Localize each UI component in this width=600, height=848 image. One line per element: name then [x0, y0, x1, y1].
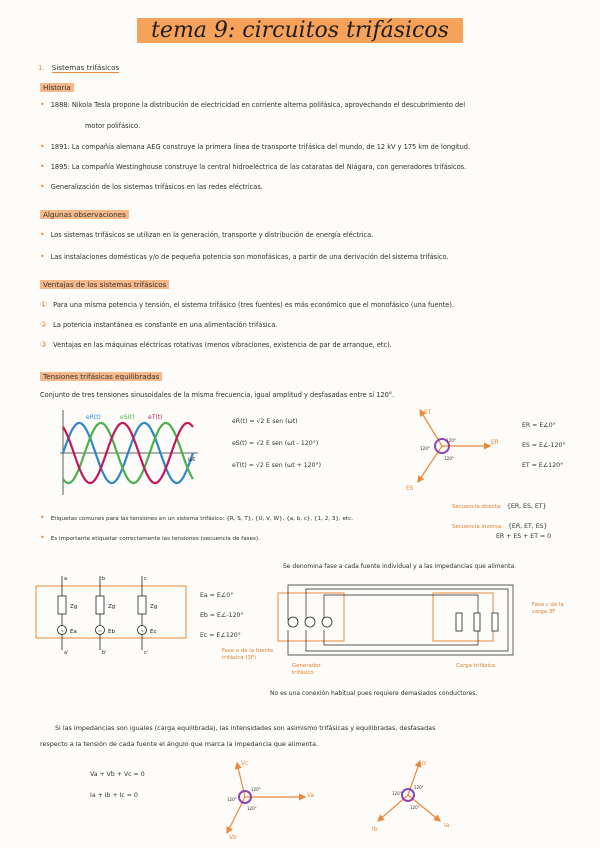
voltage-phasor-diagram — [215, 755, 325, 845]
angle-label: 120° — [446, 438, 457, 443]
load-box — [433, 593, 493, 641]
sine-waves-diagram — [58, 405, 208, 500]
svg-text:Ea: Ea — [70, 629, 77, 635]
secuencia-directa: Secuencia directa: {ER, ES, ET} — [452, 503, 547, 510]
load-impedance — [456, 613, 462, 631]
source-c — [138, 576, 158, 656]
caption-top: Se denomina fase a cada fuente individual y a las impedancias que alimenta. — [283, 563, 517, 570]
observaciones-header: Algunas observaciones — [40, 210, 129, 219]
source-eq-b: Eb = E∠-120° — [200, 612, 244, 619]
load-impedance — [492, 613, 498, 631]
observacion-item: • Las instalaciones domésticas y/o de pequeña potencia son monofásicas, a partir de una derivación del sistema trifásico. — [40, 252, 449, 261]
historia-item: • 1891: La compañía alemana AEG construye la primera línea de transporte trifásica del mundo, de 12 kV y 175 km de longitud. — [40, 142, 471, 151]
svg-text:b': b' — [102, 650, 107, 656]
phasor-eq-es: ES = E∠-120° — [522, 442, 566, 449]
eq-i-sum: Ia + Ib + Ic = 0 — [90, 792, 138, 799]
svg-text:120°: 120° — [392, 791, 402, 796]
section-heading: 1. Sistemas trifásicos — [38, 63, 120, 72]
svg-text:Ib: Ib — [372, 827, 378, 833]
svg-text:120°: 120° — [414, 785, 424, 790]
svg-text:Ic: Ic — [422, 761, 427, 767]
observacion-item: • Los sistemas trifásicos se utilizan en la generación, transporte y distribución de energía eléctrica. — [40, 230, 374, 239]
svg-text:c': c' — [144, 650, 149, 656]
svg-text:Ec: Ec — [150, 629, 157, 635]
svg-text:b: b — [102, 576, 106, 582]
svg-text:120°: 120° — [247, 806, 257, 811]
svg-text:Vc: Vc — [241, 761, 249, 767]
svg-text:~: ~ — [98, 629, 103, 635]
importante-bullet: • Es importante etiquetar correctamente las tensiones (secuencia de fases). — [40, 533, 260, 542]
generador-label: Generador trifásico — [292, 663, 321, 676]
svg-text:Eb: Eb — [108, 629, 115, 635]
historia-item: • 1895: La compañía Westinghouse construye la central hidroeléctrica de las cataratas del Niágara, con generadores trifásicos. — [40, 162, 467, 171]
angle-label: 120° — [420, 446, 431, 451]
label-wt: ωt — [188, 456, 196, 463]
gen-source — [322, 617, 332, 627]
impedancias-text1: Si las impedancias son iguales (carga equilibrada), las intensidades son asimismo trifásicas y equilibradas, desfasadas — [55, 724, 436, 732]
ventaja-item: ① Para una misma potencia y tensión, el sistema trifásico (tres fuentes) es más económico que el monofásico (una fuente). — [40, 300, 454, 309]
eq-v-sum: Va + Vb + Vc = 0 — [90, 771, 145, 778]
eq-et: eT(t) = √2 E sen (ωt + 120°) — [232, 462, 322, 469]
phasor-eq-et: ET = E∠120° — [522, 462, 564, 469]
tensiones-header: Tensiones trifásicas equilibradas — [40, 372, 162, 381]
tensiones-intro: Conjunto de tres tensiones sinusoidales de la misma frecuencia, igual amplitud y desfasadas entre sí 120°. — [40, 391, 395, 399]
svg-text:120°: 120° — [410, 805, 420, 810]
sum-eq: ER + ES + ET = 0 — [496, 533, 552, 540]
carga-label: Carga trifásica — [456, 663, 496, 669]
svg-text:Zg: Zg — [108, 604, 116, 610]
gen-source — [305, 617, 315, 627]
svg-text:a: a — [64, 576, 68, 582]
phasor-eq-er: ER = E∠0° — [522, 422, 556, 429]
label-es: ES — [406, 486, 414, 492]
svg-text:Va: Va — [307, 793, 315, 799]
current-phasor-diagram — [370, 755, 480, 845]
impedancias-text2: respecto a la tensión de cada fuente el ángulo que marca la impedancia que alimenta. — [40, 740, 319, 748]
eq-es: eS(t) = √2 E sen (ωt - 120°) — [232, 440, 319, 447]
historia-item-cont: motor polifásico. — [85, 122, 141, 130]
gen-source — [288, 617, 298, 627]
source-eq-c: Ec = E∠120° — [200, 632, 241, 639]
source-circuit — [30, 572, 190, 657]
label-er: ER — [491, 440, 499, 446]
svg-text:a': a' — [64, 650, 69, 656]
label-er: eR(t) — [86, 414, 101, 421]
source-a — [58, 576, 78, 656]
load-impedance — [474, 613, 480, 631]
svg-text:~: ~ — [140, 629, 145, 635]
label-es: eS(t) — [120, 414, 135, 421]
source-b — [96, 576, 116, 656]
historia-item: • Generalización de los sistemas trifásicos en las redes eléctricas. — [40, 182, 263, 191]
source-eq-a: Ea = E∠0° — [200, 592, 234, 599]
label-et: eT(t) — [148, 414, 163, 421]
historia-header: Historia — [40, 83, 74, 92]
etiquetas-bullet: • Etiquetas comunes para las tensiones en un sistema trifásico: {R, S, T}, {U, V, W}, {a, b, c}, {1, 2, 3}, etc. — [40, 513, 353, 522]
ventajas-header: Ventajas de los sistemas trifásicos — [40, 280, 169, 289]
secuencia-inversa: Secuencia inversa: {ER, ET, ES} — [452, 523, 548, 530]
page-title: tema 9: circuitos trifásicos — [0, 18, 600, 43]
fase-label: Fase o de la fuente trifásica (3F) — [222, 648, 274, 661]
svg-text:~: ~ — [60, 629, 65, 635]
carga-fase-label: Fase c de la carga 3F — [532, 602, 564, 615]
caption-bottom: No es una conexión habitual pues requiere demasiados conductores. — [270, 690, 478, 697]
svg-text:Zg: Zg — [70, 604, 78, 610]
label-et: ET — [424, 410, 432, 416]
svg-text:120°: 120° — [251, 787, 261, 792]
historia-item: • 1888: Nikola Tesla propone la distribución de electricidad en corriente alterna polifásica, aprovechando el descubrimiento del — [40, 100, 466, 109]
eq-er: eR(t) = √2 E sen (ωt) — [232, 418, 298, 425]
angle-label: 120° — [444, 456, 455, 461]
ventaja-item: ③ Ventajas en las máquinas eléctricas rotativas (menos vibraciones, existencia de par de arranque, etc). — [40, 340, 392, 349]
svg-text:Vb: Vb — [229, 835, 237, 841]
ventaja-item: ② La potencia instantánea es constante en una alimentación trifásica. — [40, 320, 278, 329]
svg-text:120°: 120° — [227, 797, 237, 802]
svg-text:Zg: Zg — [150, 604, 158, 610]
svg-text:Ia: Ia — [444, 823, 450, 829]
svg-text:c: c — [144, 576, 147, 582]
phasor-diagram — [400, 400, 510, 495]
